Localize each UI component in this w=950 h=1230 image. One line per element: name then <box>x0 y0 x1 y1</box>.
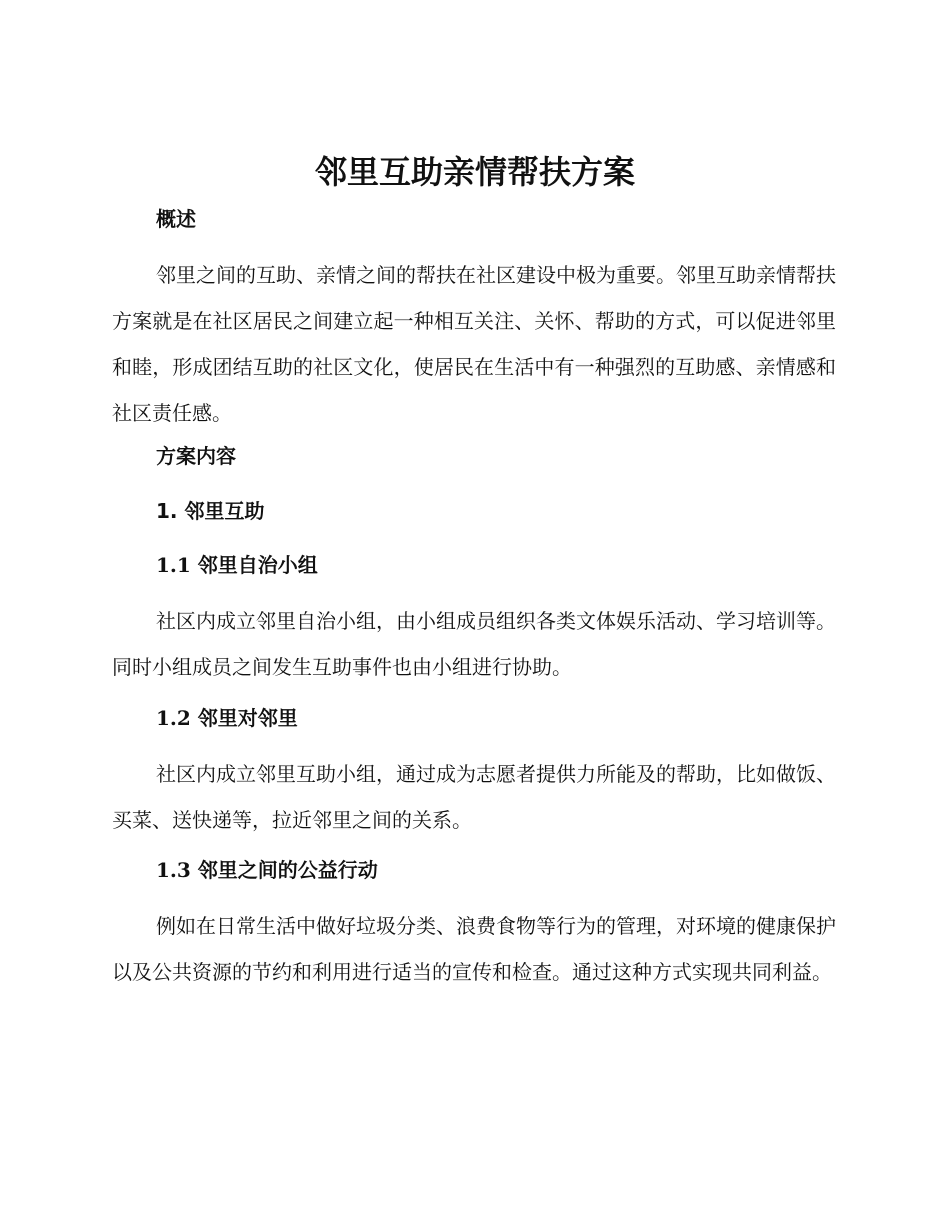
subsection-1-1-paragraph: 社区内成立邻里自治小组，由小组成员组织各类文体娱乐活动、学习培训等。同时小组成员之间发生互助事件也由小组进行协助。 <box>112 609 836 679</box>
section1-heading: 1. 邻里互助 <box>156 499 265 523</box>
overview-paragraph: 邻里之间的互助、亲情之间的帮扶在社区建设中极为重要。邻里互助亲情帮扶方案就是在社区居民之间建立起一种相互关注、关怀、帮助的方式，可以促进邻里和睦，形成团结互助的社区文化，使居民在生活中有一种强烈的互助感、亲情感和社区责任感。 <box>112 263 836 425</box>
subsection-1-3-paragraph: 例如在日常生活中做好垃圾分类、浪费食物等行为的管理，对环境的健康保护以及公共资源的节约和利用进行适当的宣传和检查。通过这种方式实现共同利益。 <box>112 914 836 984</box>
subsection-1-3-heading: 1.3 邻里之间的公益行动 <box>156 858 378 882</box>
overview-heading: 概述 <box>156 207 196 231</box>
content-heading: 方案内容 <box>156 444 236 468</box>
subsection-1-2-paragraph: 社区内成立邻里互助小组，通过成为志愿者提供力所能及的帮助，比如做饭、买菜、送快递等，拉近邻里之间的关系。 <box>112 762 836 832</box>
subsection-1-1-heading: 1.1 邻里自治小组 <box>156 553 318 577</box>
subsection-1-2-heading: 1.2 邻里对邻里 <box>156 706 298 730</box>
document-title: 邻里互助亲情帮扶方案 <box>314 153 635 191</box>
